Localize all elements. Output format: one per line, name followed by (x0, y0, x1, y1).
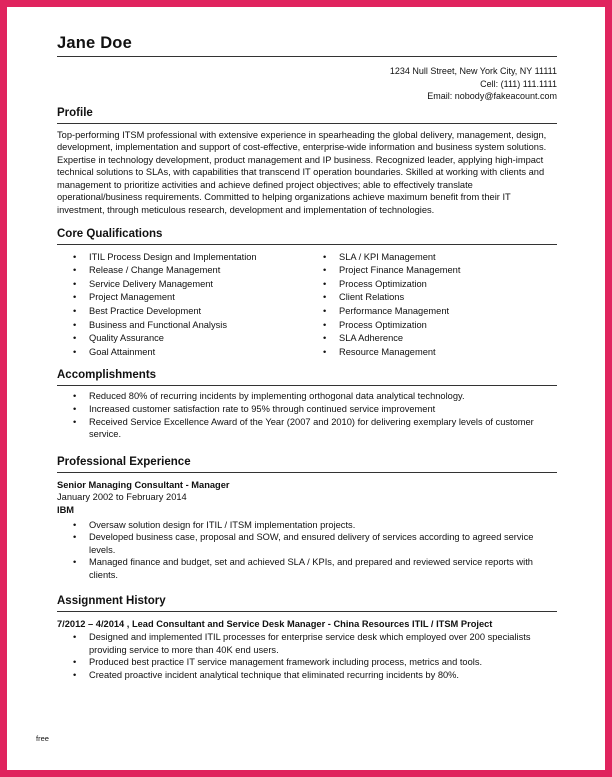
assignment-rule (57, 611, 557, 612)
qualification-item: • Quality Assurance (73, 332, 323, 346)
qualification-item: • Process Optimization (323, 319, 460, 333)
assignment-section (57, 594, 557, 682)
qualification-item: • SLA Adherence (323, 332, 460, 346)
qualification-item: • Client Relations (323, 291, 460, 305)
experience-heading: Professional Experience (57, 455, 191, 468)
company-name: IBM (57, 504, 75, 515)
qualifications-grid (57, 251, 557, 360)
experience-item: • Managed finance and budget, set and achieved SLA / KPIs, and prepared and reviewed service reports with clients. (57, 556, 557, 581)
qualification-item: • Project Management (73, 291, 323, 305)
contact-email: Email: nobody@fakeacount.com (427, 91, 557, 101)
job-dates: January 2002 to February 2014 (57, 492, 187, 503)
assignment-item: • Produced best practice IT service management framework including process, metrics and tools. (57, 656, 557, 669)
footer-note: free (36, 734, 49, 743)
qualifications-left (57, 251, 323, 360)
accomplishments-heading: Accomplishments (57, 369, 157, 382)
qualification-item: • Resource Management (323, 346, 460, 360)
assignment-item: • Designed and implemented ITIL processes for enterprise service desk which employed over 200 specialists providing service to more than 40K end users. (57, 631, 557, 656)
experience-section (57, 455, 557, 582)
profile-text: Top-performing ITSM professional with extensive experience in spearheading the global delivery, management, design, development, implementation and support of cost-effective, enterprise-wide information and business system solutions. Expertise in technology development, product management and IP business. Recognized leader, applying high-impact technical solutions to SLAs, with capabilities that transcend IT operation boundaries. Skilled at working with clients and management to prioritize activities and achieve defined project objectives; able to effectively translate operational/business requirements. Committed to helping organizations achieve maximum benefit from their IT investment, through meticulous research, development and implementation of technologies. (57, 129, 547, 216)
experience-item: • Oversaw solution design for ITIL / ITSM implementation projects. (57, 519, 557, 532)
qualification-item: • Process Optimization (323, 278, 460, 292)
assignment-title: 7/2012 – 4/2014 , Lead Consultant and Service Desk Manager - China Resources ITIL / ITSM Project (57, 618, 493, 629)
assignment-list (57, 631, 557, 681)
profile-section (57, 106, 557, 217)
accomplishment-item: • Received Service Excellence Award of the Year (2007 and 2010) for delivering exemplary levels of customer service. (57, 416, 557, 441)
profile-heading: Profile (57, 106, 93, 119)
experience-list (57, 519, 557, 582)
resume-name: Jane Doe (57, 34, 132, 52)
core-rule (57, 244, 557, 245)
qualification-item: • Project Finance Management (323, 264, 460, 278)
contact-block (57, 65, 557, 103)
core-heading: Core Qualifications (57, 227, 163, 240)
qualification-item: • Release / Change Management (73, 264, 323, 278)
qualification-item: • Performance Management (323, 305, 460, 319)
name-rule (57, 56, 557, 57)
assignment-item: • Created proactive incident analytical technique that eliminated recurring incidents by 80%. (57, 669, 557, 682)
accomplishments-list (57, 390, 557, 440)
qualification-item: • SLA / KPI Management (323, 251, 460, 265)
accomplishment-item: • Increased customer satisfaction rate to 95% through continued service improvement (57, 403, 557, 416)
resume-page (57, 30, 557, 682)
experience-rule (57, 472, 557, 473)
qualification-item: • ITIL Process Design and Implementation (73, 251, 323, 265)
profile-rule (57, 123, 557, 124)
experience-item: • Developed business case, proposal and SOW, and ensured delivery of services according to agreed service levels. (57, 531, 557, 556)
accomplishments-section (57, 368, 557, 440)
qualification-item: • Service Delivery Management (73, 278, 323, 292)
assignment-heading: Assignment History (57, 594, 166, 607)
qualification-item: • Best Practice Development (73, 305, 323, 319)
core-section (57, 227, 557, 360)
qualification-item: • Goal Attainment (73, 346, 323, 360)
qualification-item: • Business and Functional Analysis (73, 319, 323, 333)
job-title: Senior Managing Consultant - Manager (57, 479, 230, 490)
contact-address: 1234 Null Street, New York City, NY 11111 (389, 66, 557, 76)
accomplishments-rule (57, 385, 557, 386)
contact-cell: Cell: (111) 111.1111 (480, 78, 557, 89)
qualifications-right (323, 251, 460, 360)
accomplishment-item: • Reduced 80% of recurring incidents by implementing orthogonal data analytical technology. (57, 390, 557, 403)
